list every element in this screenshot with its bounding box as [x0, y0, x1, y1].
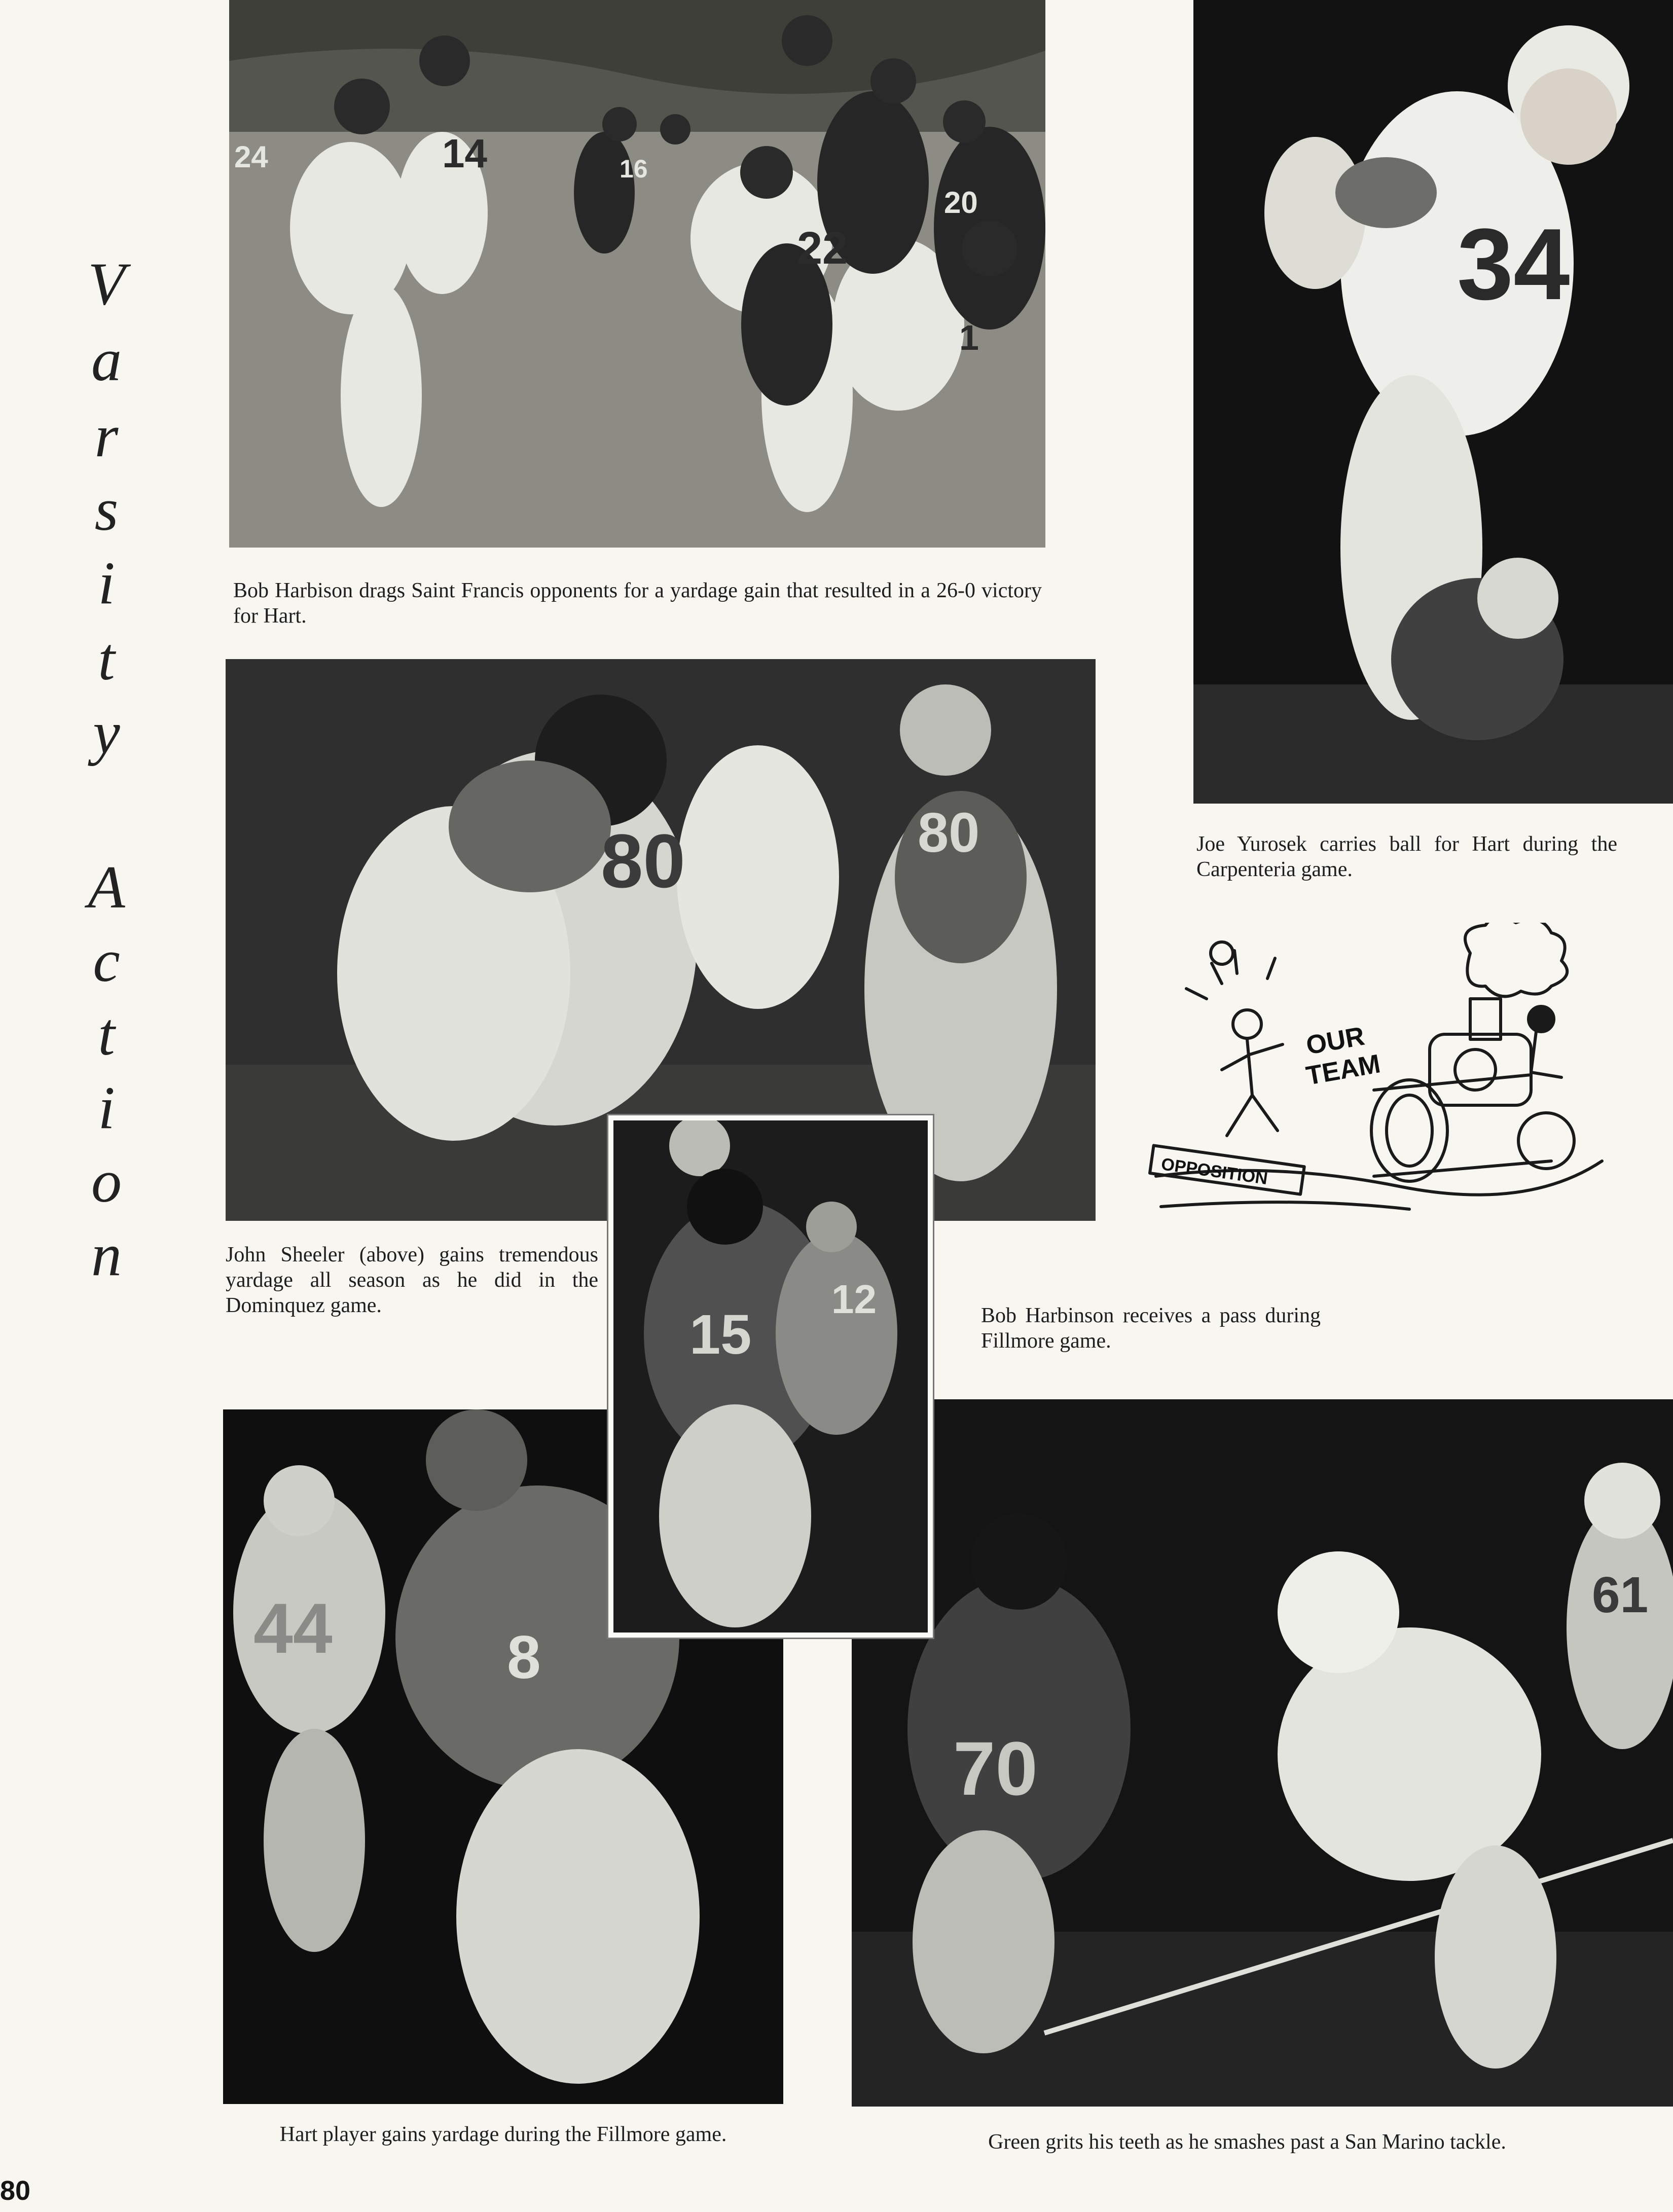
caption-yurosek: Joe Yurosek carries ball for Hart during the Carpenteria game.	[1196, 832, 1617, 881]
jersey-number: 1	[959, 318, 979, 357]
title-letter: t	[98, 625, 115, 693]
jersey-number: 44	[253, 1588, 333, 1668]
cartoon-opposition-label: OPPOSITION	[1160, 1154, 1269, 1189]
title-letter: i	[98, 1074, 115, 1141]
title-letter: V	[88, 250, 125, 317]
page-number: 80	[0, 2175, 31, 2206]
photo-saint-francis	[229, 0, 1045, 548]
title-letter: a	[91, 326, 122, 393]
jersey-number: 80	[918, 802, 980, 864]
cartoon-team-label: TEAM	[1304, 1049, 1383, 1091]
jersey-number: 16	[620, 155, 648, 183]
caption-fillmore: Hart player gains yardage during the Fillmore game.	[279, 2123, 727, 2146]
jersey-number: 34	[1457, 208, 1570, 321]
caption-harbinson-pass: Bob Harbinson receives a pass during Fillmore game.	[981, 1304, 1321, 1353]
title-letter: i	[98, 549, 115, 617]
photo-yurosek	[1193, 0, 1673, 804]
title-letter: o	[91, 1147, 122, 1215]
caption-saint-francis: Bob Harbison drags Saint Francis opponents for a yardage gain that resulted in a 26-0 victory for Hart.	[233, 579, 1042, 628]
jersey-number: 12	[831, 1277, 877, 1322]
title-letter: y	[93, 699, 120, 766]
jersey-number: 80	[601, 818, 685, 903]
title-letter: c	[93, 927, 120, 994]
photo-harbinson-pass	[608, 1115, 933, 1638]
title-letter: r	[94, 402, 119, 469]
jersey-number: 15	[689, 1303, 752, 1366]
jersey-number: 22	[797, 223, 848, 274]
jersey-number: 20	[944, 186, 978, 220]
title-letter: A	[88, 853, 125, 921]
title-letter: t	[98, 1000, 115, 1068]
cartoon-steamroller	[1146, 923, 1612, 1247]
jersey-number: 24	[234, 140, 268, 174]
title-letter: n	[91, 1221, 122, 1288]
jersey-number: 14	[442, 131, 487, 176]
photo-san-marino	[852, 1399, 1673, 2107]
caption-sheeler: John Sheeler (above) gains tremendous yardage all season as he did in the Dominquez game.	[226, 1243, 598, 1317]
jersey-number: 8	[507, 1623, 541, 1691]
jersey-number: 61	[1592, 1567, 1649, 1623]
cartoon-our-label: OUR	[1304, 1021, 1367, 1061]
caption-san-marino: Green grits his teeth as he smashes past a San Marino tackle.	[988, 2130, 1506, 2154]
jersey-number: 70	[953, 1726, 1038, 1811]
title-letter: s	[94, 476, 119, 543]
